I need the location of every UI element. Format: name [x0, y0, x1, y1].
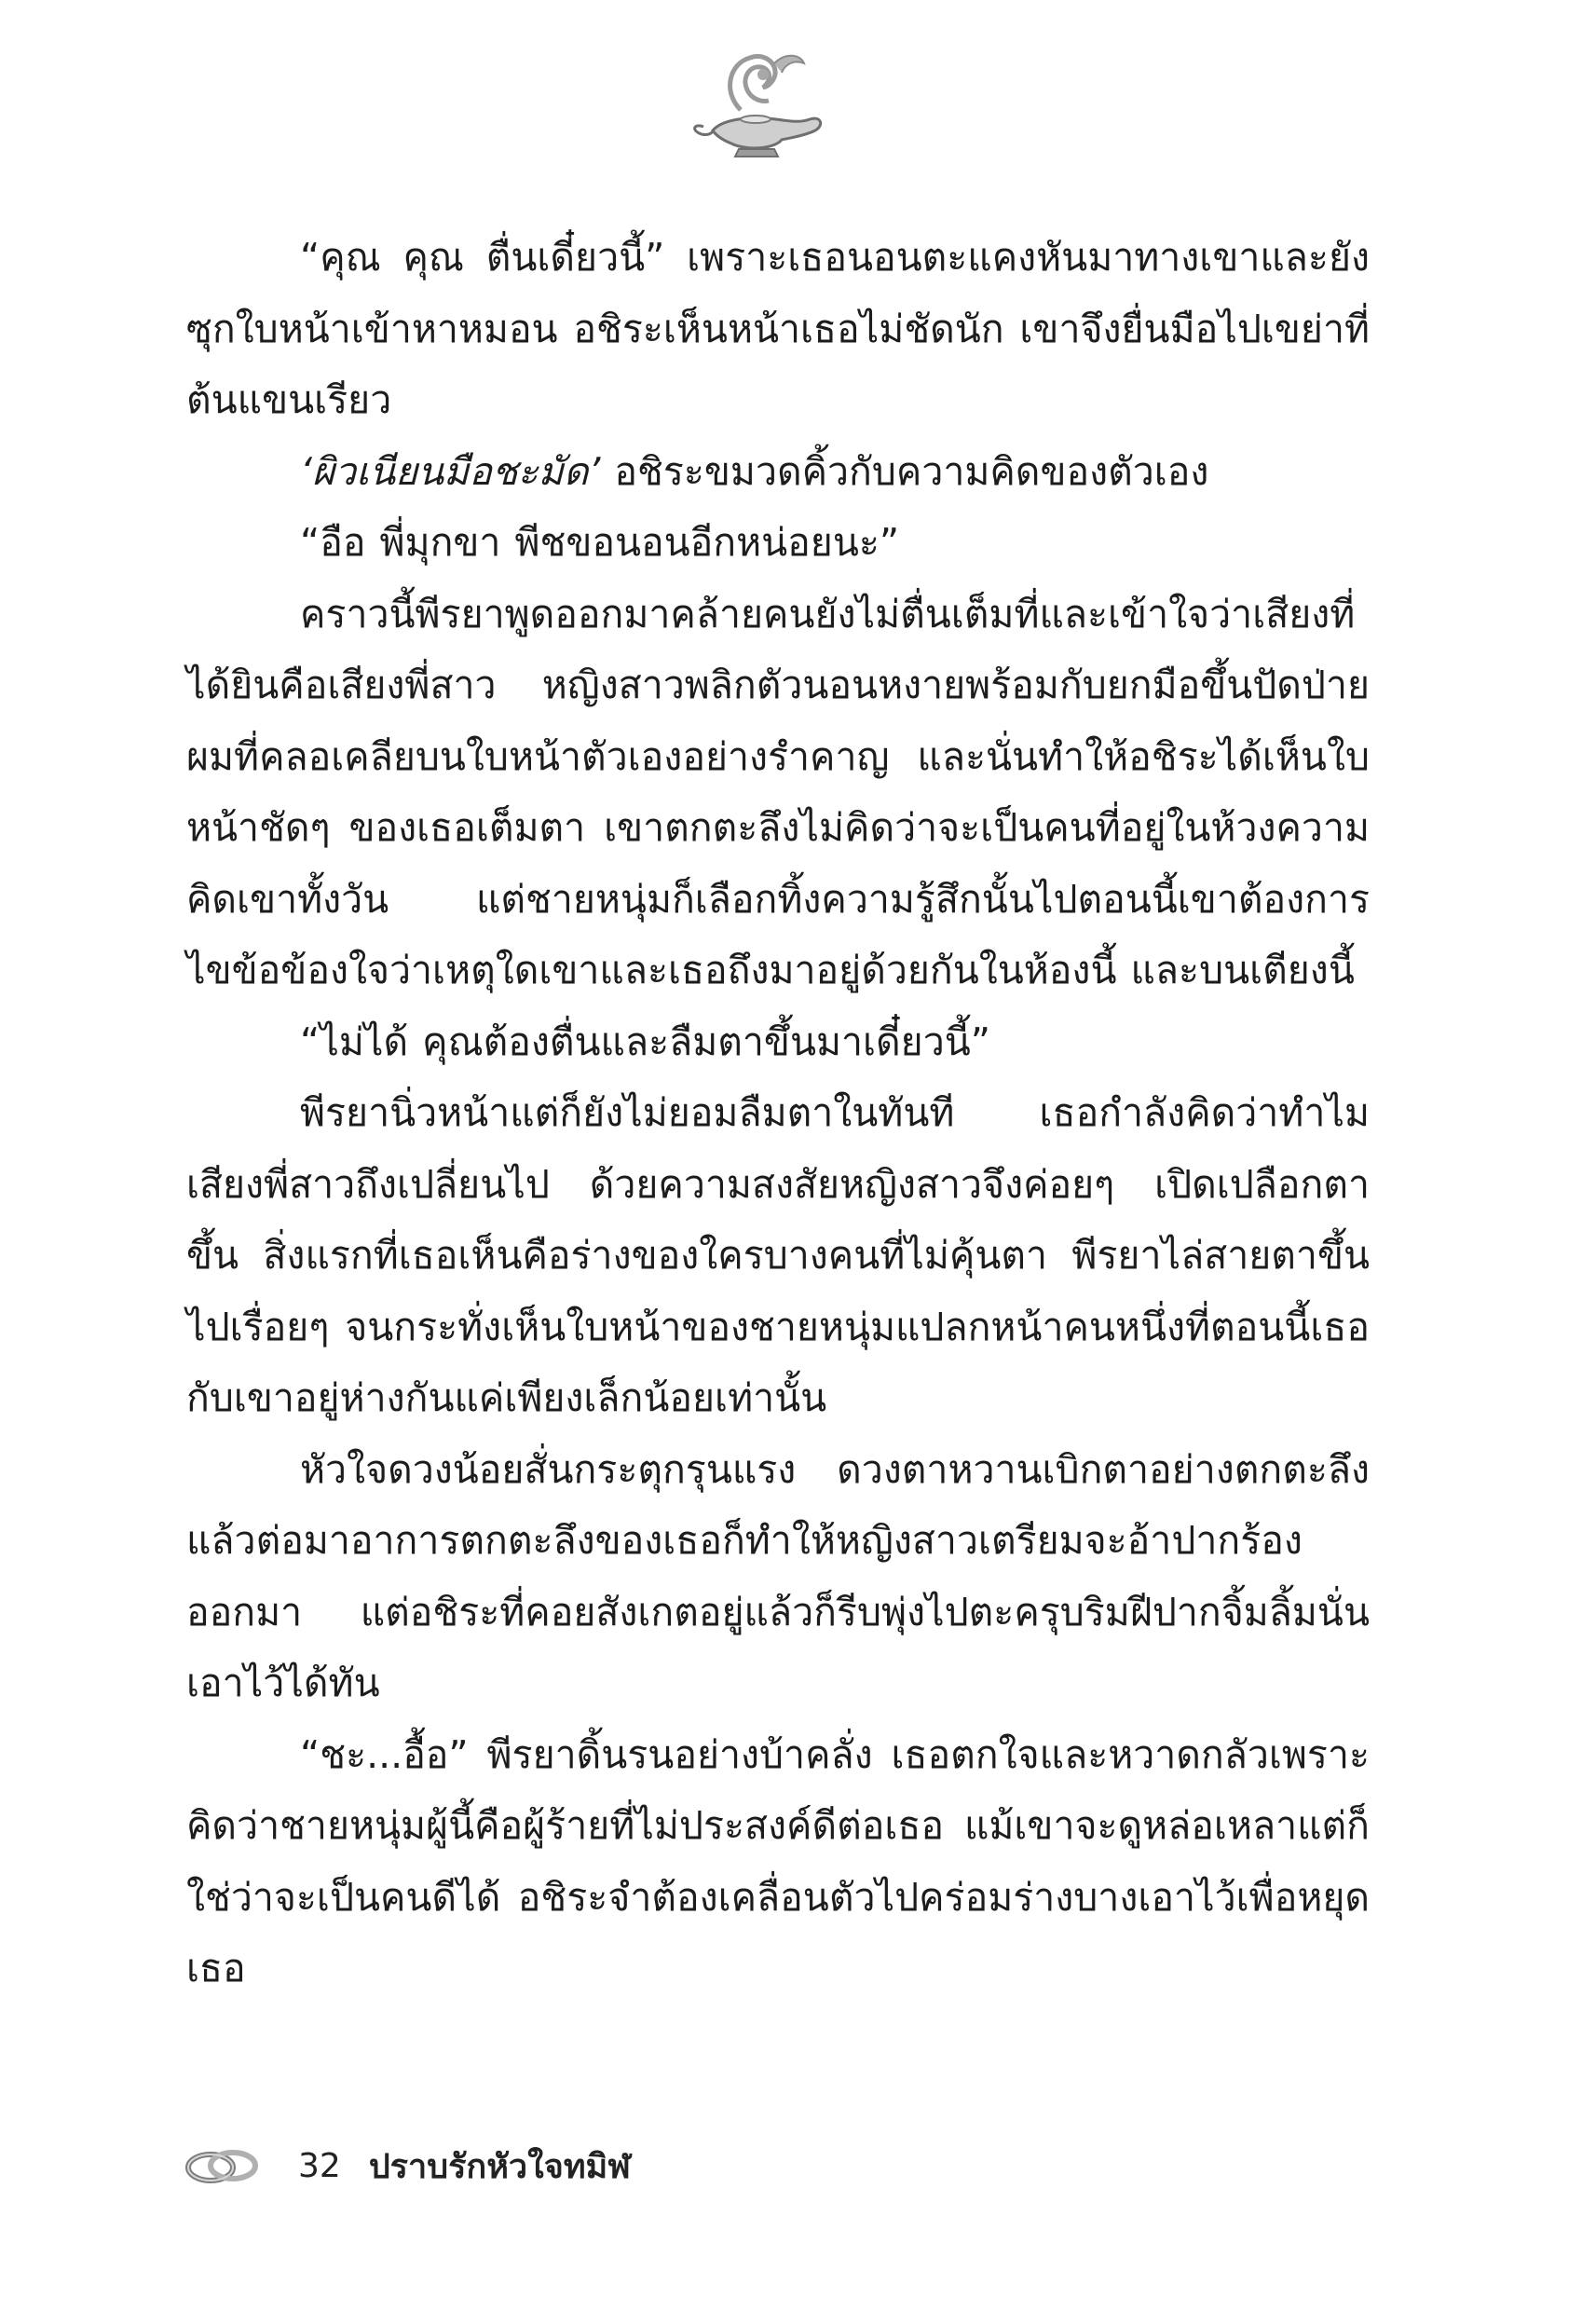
paragraph: “ชะ...อื้อ” พีรยาดิ้นรนอย่างบ้าคลั่ง เธอตกใจและหวาดกลัวเพราะคิดว่าชายหนุ่มผู้นี้คือผู้ร้ายที่ไม่ประสงค์ดีต่อเธอ แม้เขาจะดูหล่อเหลาแต่ก็ใช่ว่าจะเป็นคนดีได้ อชิระจำต้องเคลื่อนตัวไปคร่อมร่างบางเอาไว้เพื่อหยุดเธอ	[186, 1731, 1370, 1990]
paragraph: พีรยานิ่วหน้าแต่ก็ยังไม่ยอมลืมตาในทันที เธอกำลังคิดว่าทำไมเสียงพี่สาวถึงเปลี่ยนไป ด้วยความสงสัยหญิงสาวจึงค่อยๆ เปิดเปลือกตาขึ้น สิ่งแรกที่เธอเห็นคือร่างของใครบางคนที่ไม่คุ้นตา พีรยาไล่สายตาขึ้นไปเรื่อยๆ จนกระทั่งเห็นใบหน้าของชายหนุ่มแปลกหน้าคนหนึ่งที่ตอนนี้เธอกับเขาอยู่ห่างกันแค่เพียงเล็กน้อยเท่านั้น	[186, 1090, 1370, 1420]
paragraph: “อือ พี่มุกขา พีชขอนอนอีกหน่อยนะ”	[300, 520, 900, 565]
page-number: 32	[298, 2146, 341, 2185]
paragraph: “คุณ คุณ ตื่นเดี๋ยวนี้” เพราะเธอนอนตะแคงหันมาทางเขาและยังซุกใบหน้าเข้าหาหมอน อชิระเห็นหน้าเธอไม่ชัดนัก เขาจึงยื่นมือไปเขย่าที่ต้นแขนเรียว	[186, 235, 1370, 422]
inner-thought: ‘ผิวเนียนมือชะมัด’	[300, 448, 601, 494]
book-title: ปราบรักหัวใจทมิฬ	[368, 2147, 631, 2186]
rings-icon	[183, 2145, 261, 2186]
body-text	[186, 222, 1370, 2004]
genie-lamp-ornament-icon	[685, 45, 834, 166]
page-footer	[183, 2138, 631, 2194]
paragraph: คราวนี้พีรยาพูดออกมาคล้ายคนยังไม่ตื่นเต็มที่และเข้าใจว่าเสียงที่ได้ยินคือเสียงพี่สาว หญิงสาวพลิกตัวนอนหงายพร้อมกับยกมือขึ้นปัดป่ายผมที่คลอเคลียบนใบหน้าตัวเองอย่างรำคาญ และนั่นทำให้อชิระได้เห็นใบหน้าชัดๆ ของเธอเต็มตา เขาตกตะลึงไม่คิดว่าจะเป็นคนที่อยู่ในห้วงความคิดเขาทั้งวัน แต่ชายหนุ่มก็เลือกทิ้งความรู้สึกนั้นไปตอนนี้เขาต้องการไขข้อข้องใจว่าเหตุใดเขาและเธอถึงมาอยู่ด้วยกันในห้องนี้ และบนเตียงนี้	[186, 591, 1370, 992]
paragraph: ‘ผิวเนียนมือชะมัด’ อชิระขมวดคิ้วกับความคิดของตัวเอง	[300, 448, 1209, 494]
paragraph: หัวใจดวงน้อยสั่นกระตุกรุนแรง ดวงตาหวานเบิกตาอย่างตกตะลึงแล้วต่อมาอาการตกตะลึงของเธอก็ทำให้หญิงสาวเตรียมจะอ้าปากร้องออกมา แต่อชิระที่คอยสังเกตอยู่แล้วก็รีบพุ่งไปตะครุบริมฝีปากจิ้มลิ้มนั่นเอาไว้ได้ทัน	[186, 1446, 1370, 1705]
paragraph: “ไม่ได้ คุณต้องตื่นและลืมตาขึ้นมาเดี๋ยวนี้”	[300, 1019, 990, 1064]
